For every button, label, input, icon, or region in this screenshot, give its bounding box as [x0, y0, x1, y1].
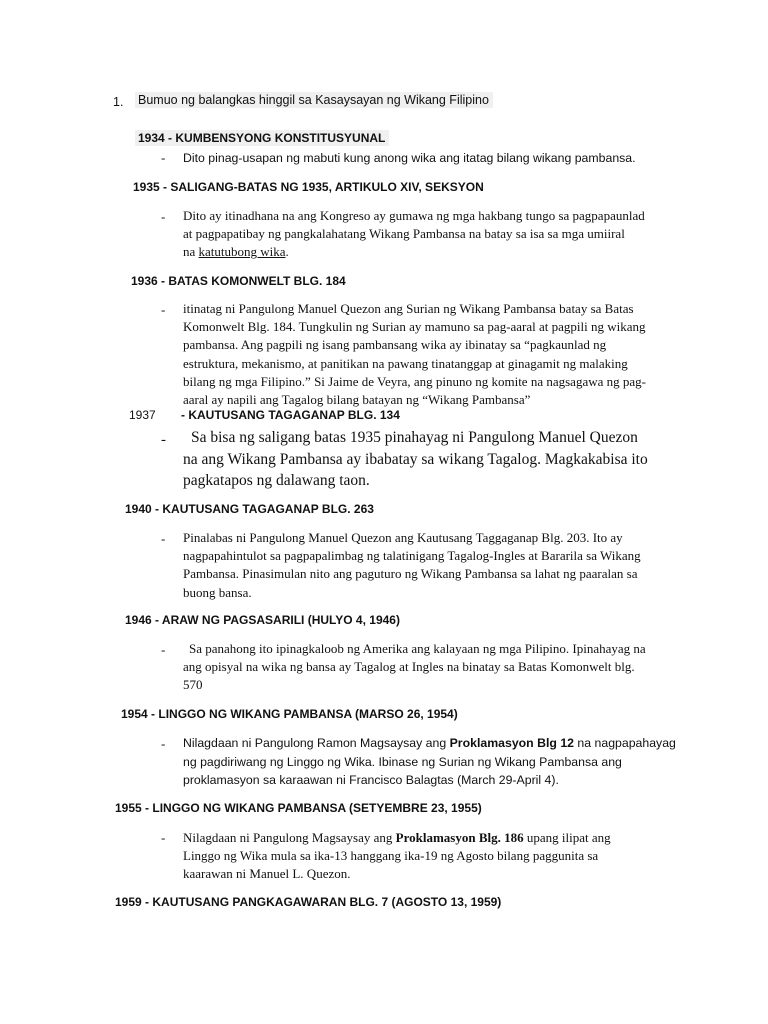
entry-1934-body [183, 149, 636, 168]
entry-1936-line: pambansa. Ang pagpili ng isang pambansang wika ay ibinatay sa “pagkaunlad ng [183, 337, 607, 353]
entry-1936-line: Komonwelt Blg. 184. Tungkulin ng Surian ay mamuno sa pag-aaral at pagpili ng wikang [183, 319, 646, 335]
entry-1940-dash: - [161, 531, 166, 546]
proklamasyon-blg-12: Proklamasyon Blg 12 [449, 736, 574, 750]
question-number: 1. [113, 95, 124, 109]
entry-1955-line-first [183, 829, 611, 847]
entry-1954-heading: 1954 - LINGGO NG WIKANG PAMBANSA (MARSO 26, 1954) [121, 707, 458, 721]
entry-1955-body [183, 829, 611, 884]
proklamasyon-blg-186: Proklamasyon Blg. 186 [395, 830, 524, 845]
entry-1954-line: proklamasyon sa karaawan ni Francisco Balagtas (March 29-April 4). [183, 773, 559, 787]
entry-1946-line: Sa panahong ito ipinagkaloob ng Amerika ang kalayaan ng mga Pilipino. Ipinahayag na [189, 641, 646, 656]
entry-1954-body [183, 734, 676, 790]
entry-1940-line: buong bansa. [183, 584, 252, 600]
question-text [135, 93, 493, 107]
entry-1946-line: 570 [183, 677, 203, 693]
entry-1955-first-suffix: upang ilipat ang [523, 830, 611, 845]
question-text-highlight: Bumuo ng balangkas hinggil sa Kasaysayan ng Wikang Filipino [135, 92, 493, 108]
entry-1935-line: Dito ay itinadhana na ang Kongreso ay gumawa ng mga hakbang tungo sa pagpapaunlad [183, 208, 645, 223]
entry-1954-line: ng pagdiriwang ng Linggo ng Wika. Ibinase ng Surian ng Wikang Pambansa ang [183, 754, 622, 769]
entry-1936-line: estruktura, mekanismo, at panitikan na pawang tinatanggap at ginagamit ng malaking [183, 355, 628, 371]
entry-1955-heading: 1955 - LINGGO NG WIKANG PAMBANSA (SETYEMBRE 23, 1955) [115, 801, 482, 815]
entry-1936-dash: - [161, 302, 166, 317]
entry-1955-first-prefix: Nilagdaan ni Pangulong Magsaysay ang [183, 830, 396, 845]
entry-1946-heading: 1946 - ARAW NG PAGSASARILI (HULYO 4, 1946) [125, 613, 400, 627]
entry-1940-line: Pambansa. Pinasimulan nito ang paguturo ng Wikang Pambansa sa lahat ng paaralan sa [183, 566, 638, 582]
entry-1935-body [183, 207, 645, 262]
entry-1936-heading: 1936 - BATAS KOMONWELT BLG. 184 [131, 274, 346, 288]
entry-1936-line: bilang ng mga Filipino.” Si Jaime de Veyra, ang pinuno ng komite na nagsagawa ng pag- [183, 373, 646, 389]
entry-1936-line: aaral ay napili ang Tagalog bilang batayan ng “Wikang Pambansa” [183, 392, 531, 408]
entry-1936-line: itinatag ni Pangulong Manuel Quezon ang Surian ng Wikang Pambansa batay sa Batas [183, 301, 634, 316]
entry-1954-first-prefix: Nilagdaan ni Pangulong Ramon Magsaysay ang [183, 736, 450, 750]
entry-1935-last-prefix: na [183, 244, 199, 260]
entry-1936-body [183, 300, 646, 409]
entry-1937-line: pagkatapos ng dalawang taon. [183, 472, 370, 489]
entry-1940-body [183, 529, 641, 602]
entry-1935-dash: - [161, 209, 166, 224]
entry-1937-body [183, 427, 648, 492]
entry-1934-line: Dito pinag-usapan ng mabuti kung anong wika ang itatag bilang wikang pambansa. [183, 151, 636, 165]
entry-1937-heading: - KAUTUSANG TAGAGANAP BLG. 134 [181, 408, 400, 422]
entry-1937-line: Sa bisa ng saligang batas 1935 pinahayag ni Pangulong Manuel Quezon [191, 429, 638, 446]
entry-1935-heading: 1935 - SALIGANG-BATAS NG 1935, ARTIKULO XIV, SEKSYON [133, 180, 484, 194]
entry-1934-heading-highlight: 1934 - KUMBENSYONG KONSTITUSYUNAL [135, 130, 389, 146]
entry-1954-dash: - [161, 736, 166, 751]
entry-1940-line: nagpapahintulot sa pagpapalimbag ng talatinigang Tagalog-Ingles at Bararila sa Wikang [183, 548, 641, 564]
entry-1935-line: at pagpapatibay ng pangkalahatang Wikang Pambansa na batay sa isa sa mga umiiral [183, 226, 625, 242]
entry-1955-line: kaarawan ni Manuel L. Quezon. [183, 866, 351, 882]
entry-1955-line: Linggo ng Wika mula sa ika-13 hanggang ika-19 ng Agosto bilang paggunita sa [183, 848, 599, 864]
entry-1946-line: ang opisyal na wika ng bansa ay Tagalog at Ingles na binatay sa Batas Komonwelt blg. [183, 659, 635, 675]
entry-1935-last-suffix: . [285, 244, 289, 260]
entry-1946-dash: - [161, 642, 166, 657]
entry-1937-dash: - [161, 432, 166, 448]
entry-1954-first-suffix: na nagpapahayag [574, 736, 676, 750]
entry-1940-line: Pinalabas ni Pangulong Manuel Quezon ang Kautusang Taggaganap Blg. 203. Ito ay [183, 530, 623, 545]
entry-1934-dash: - [161, 150, 166, 165]
entry-1954-line-first [183, 734, 676, 753]
entry-1959-heading: 1959 - KAUTUSANG PANGKAGAWARAN BLG. 7 (AGOSTO 13, 1959) [115, 895, 502, 909]
entry-1946-body [183, 640, 646, 695]
entry-1937-line: na ang Wikang Pambansa ay ibabatay sa wikang Tagalog. Magkakabisa ito [183, 450, 648, 468]
entry-1937-year: 1937 [129, 408, 156, 422]
entry-1934-heading [135, 131, 389, 145]
entry-1935-line-last [183, 243, 645, 261]
katutubong-wika-link[interactable]: katutubong wika [198, 244, 286, 260]
entry-1940-heading: 1940 - KAUTUSANG TAGAGANAP BLG. 263 [125, 502, 374, 516]
entry-1955-dash: - [161, 830, 166, 845]
